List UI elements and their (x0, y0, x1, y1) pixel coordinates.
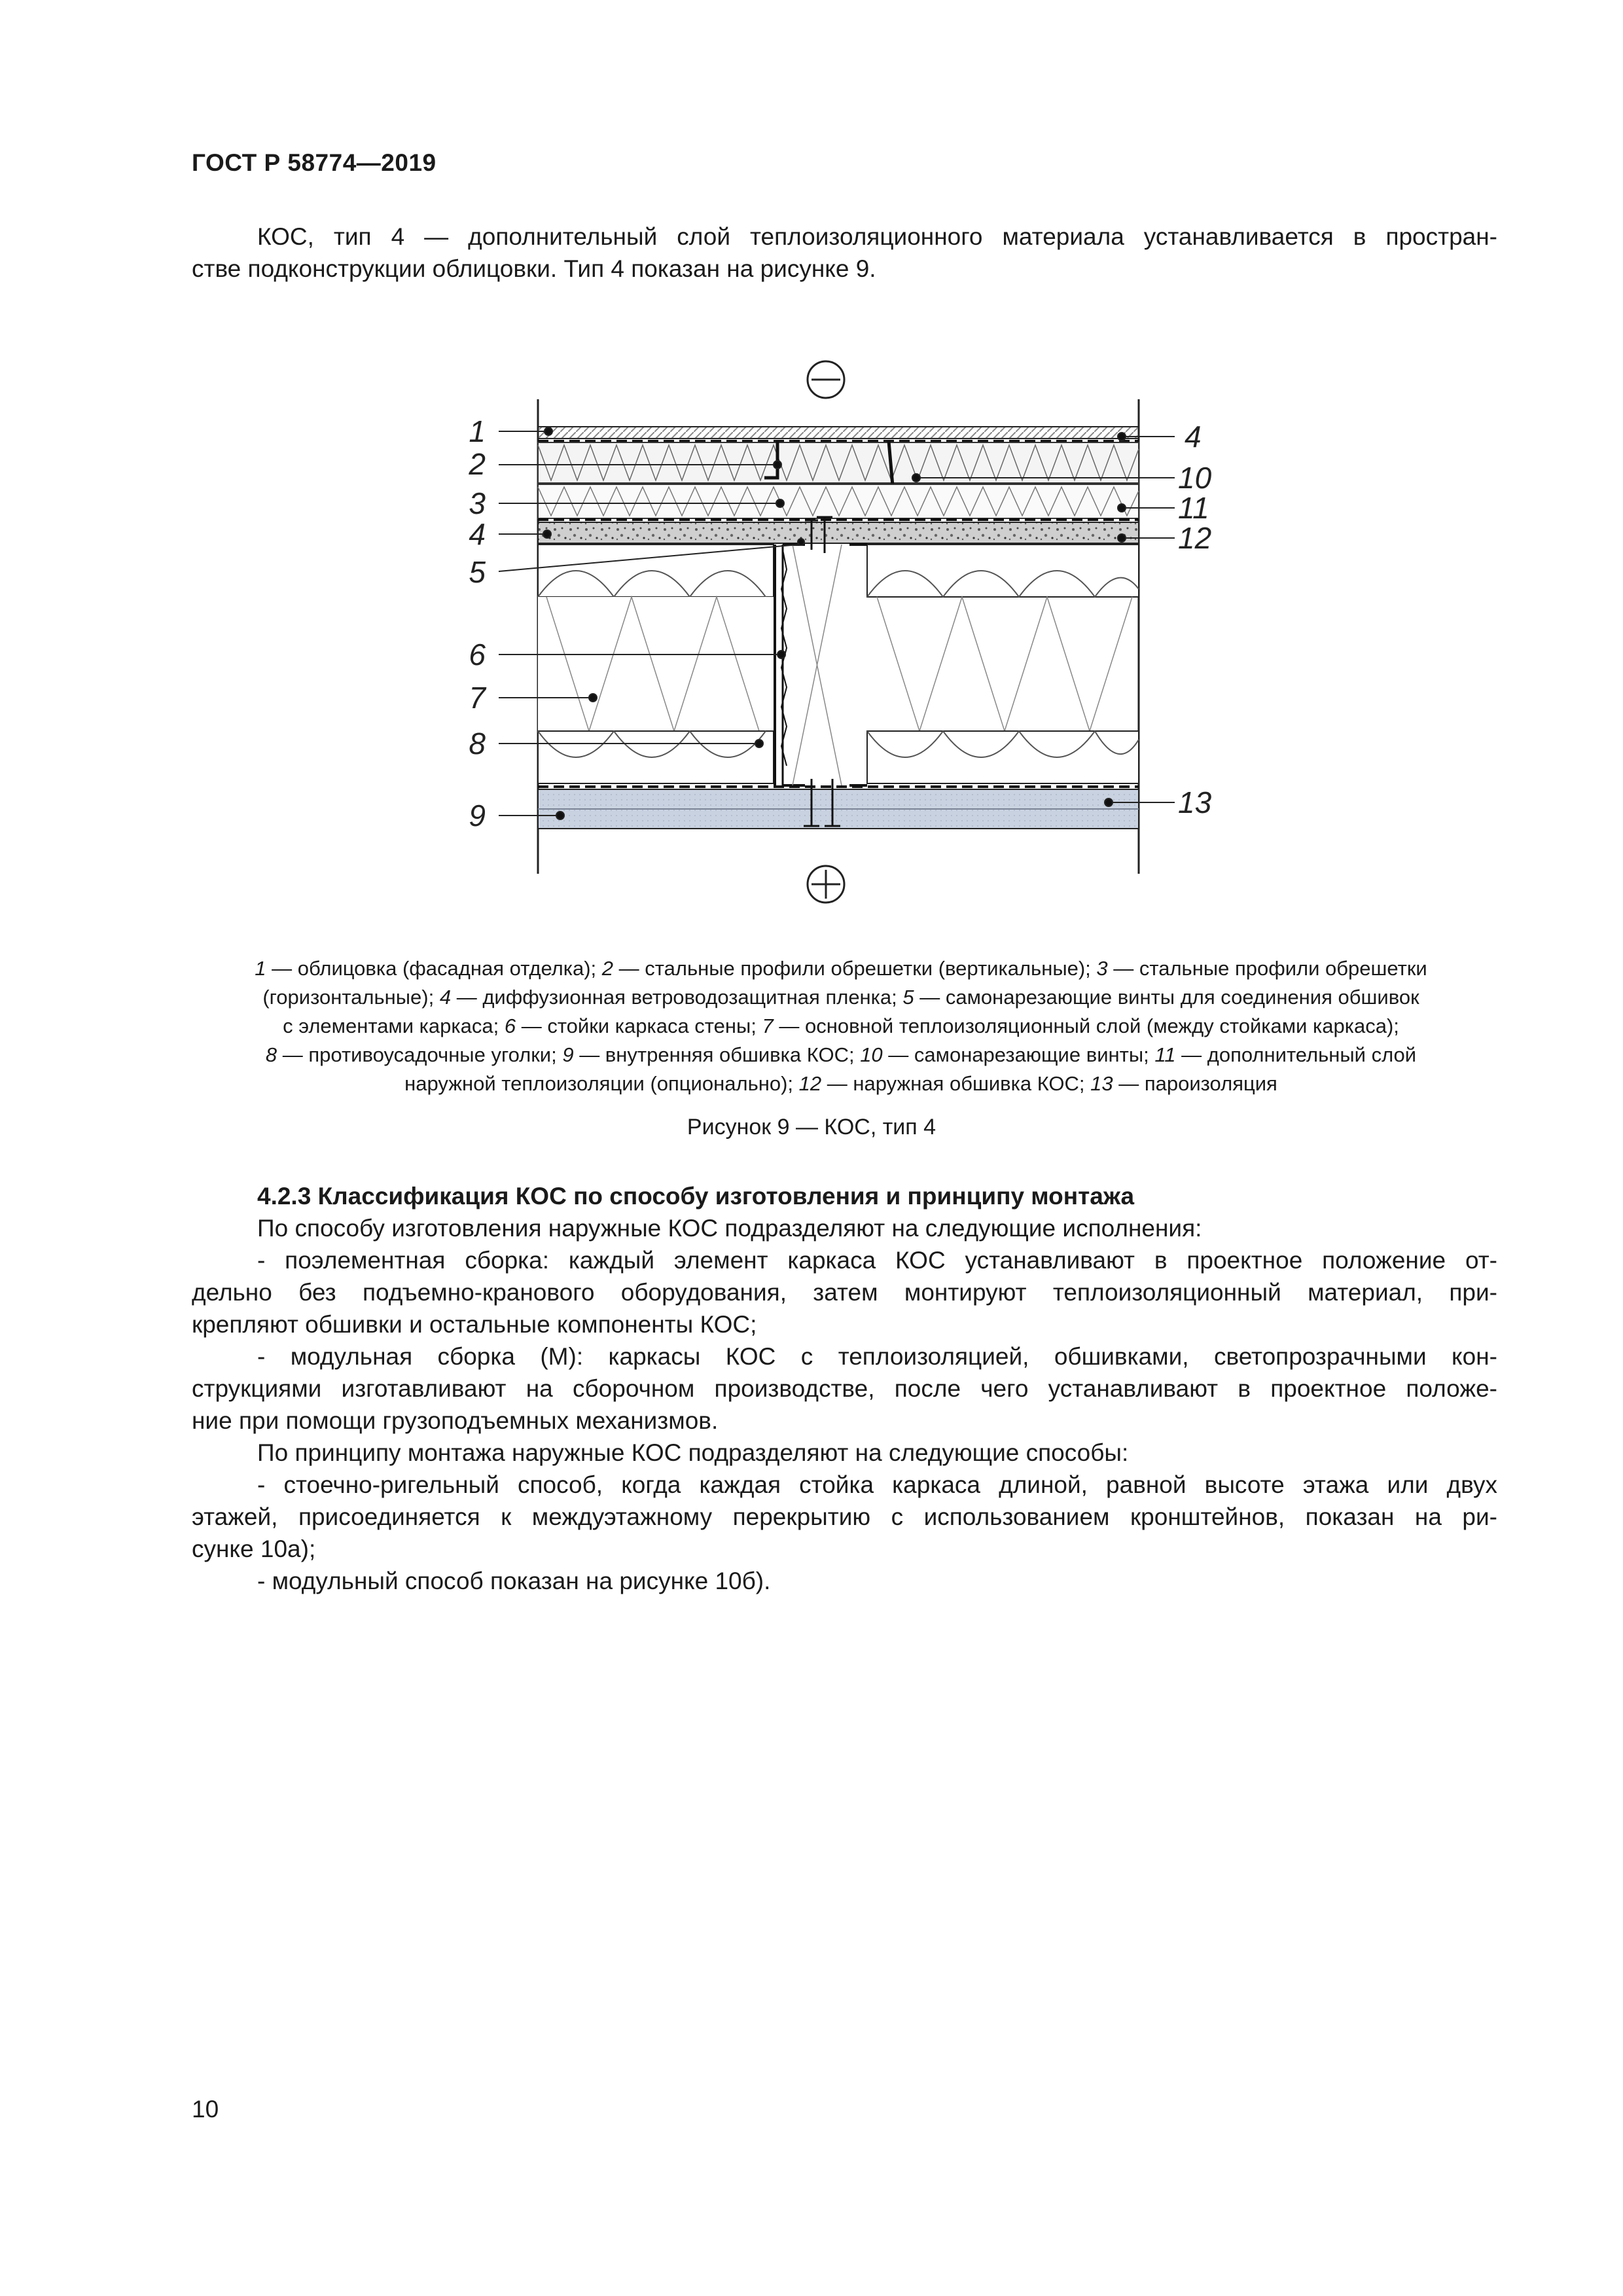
figure-label-5: 5 (469, 555, 486, 589)
figure-label-11: 11 (1178, 491, 1209, 525)
intro-line-2: стве подконструкции облицовки. Тип 4 показан на рисунке 9. (192, 255, 876, 282)
bullet-4: - модульный способ показан на рисунке 10б). (257, 1568, 771, 1594)
legend-line: наружной теплоизоляции (опционально); 12 — наружная обшивка КОС; 13 — пароизоляция (404, 1072, 1277, 1095)
legend-line: (горизонтальные); 4 — диффузионная ветроводозащитная пленка; 5 — самонарезающие винты для соединения обшивок (262, 986, 1419, 1009)
bullet-1-line-2: дельно без подъемно-кранового оборудования, затем монтируют теплоизоляционный материал, при- (192, 1279, 1497, 1306)
section-paragraph-2: По принципу монтажа наружные КОС подразделяют на следующие способы: (257, 1439, 1129, 1466)
bullet-3-line-3: сунке 10а); (192, 1535, 316, 1562)
figure-label-6: 6 (469, 637, 486, 672)
wall-stud (775, 545, 867, 785)
document-header: ГОСТ Р 58774—2019 (192, 149, 437, 176)
bullet-1-line-3: крепляют обшивки и остальные компоненты КОС; (192, 1311, 757, 1338)
intro-paragraph (192, 221, 1497, 285)
section-paragraph-1: По способу изготовления наружные КОС подразделяют на следующие исполнения: (257, 1215, 1202, 1242)
legend-line: с элементами каркаса; 6 — стойки каркаса стены; 7 — основной теплоизоляционный слой (между стойками каркаса); (283, 1014, 1399, 1037)
figure-label-2: 2 (469, 447, 486, 481)
bullet-1-line-1: - поэлементная сборка: каждый элемент каркаса КОС устанавливают в проектное положение от- (257, 1247, 1497, 1274)
cladding-layer (538, 427, 1139, 439)
page-number: 10 (192, 2096, 219, 2123)
bullet-2-line-1: - модульная сборка (М): каркасы КОС с теплоизоляцией, обшивками, светопрозрачными кон- (257, 1343, 1497, 1370)
figure-label-12: 12 (1178, 521, 1212, 555)
figure-legend (203, 954, 1479, 1098)
figure-label-1: 1 (469, 414, 486, 448)
screws (804, 517, 840, 826)
figure-label-7: 7 (469, 681, 486, 715)
figure-label-8: 8 (469, 726, 486, 761)
section-heading: 4.2.3 Классификация КОС по способу изготовления и принципу монтажа (257, 1183, 1135, 1210)
outer-sheathing-layer (538, 522, 1139, 543)
figure-label-10: 10 (1178, 461, 1212, 495)
inside-plus-sign (808, 866, 844, 903)
figure-caption: Рисунок 9 — КОС, тип 4 (687, 1115, 936, 1139)
intro-line-1: КОС, тип 4 — дополнительный слой теплоизоляционного материала устанавливается в простран- (257, 223, 1497, 250)
figure-label-9: 9 (469, 798, 486, 833)
legend-line: 1 — облицовка (фасадная отделка); 2 — стальные профили обрешетки (вертикальные); 3 — стальные профили обрешетки (255, 957, 1427, 980)
section-4-2-3 (192, 1180, 1497, 1597)
bullet-3-line-2: этажей, присоединяется к междуэтажному перекрытию с использованием кронштейнов, показан на ри- (192, 1503, 1497, 1530)
bullet-2-line-3: ние при помощи грузоподъемных механизмов. (192, 1407, 719, 1434)
bullet-3-line-1: - стоечно-ригельный способ, когда каждая стойка каркаса длиной, равной высоте этажа или двух (257, 1471, 1497, 1498)
figure-label-4-left: 4 (469, 517, 486, 551)
bullet-2-line-2: струкциями изготавливают на сборочном производстве, после чего устанавливают в проектное положе- (192, 1375, 1497, 1402)
figure-label-13: 13 (1178, 785, 1212, 819)
figure-label-4-right: 4 (1185, 420, 1202, 454)
figure-9-wall-section (458, 353, 1217, 929)
outside-minus-sign (808, 361, 844, 398)
legend-line: 8 — противоусадочные уголки; 9 — внутренняя обшивка КОС; 10 — самонарезающие винты; 11 — дополнительный слой (265, 1043, 1417, 1066)
figure-label-3: 3 (469, 486, 486, 520)
